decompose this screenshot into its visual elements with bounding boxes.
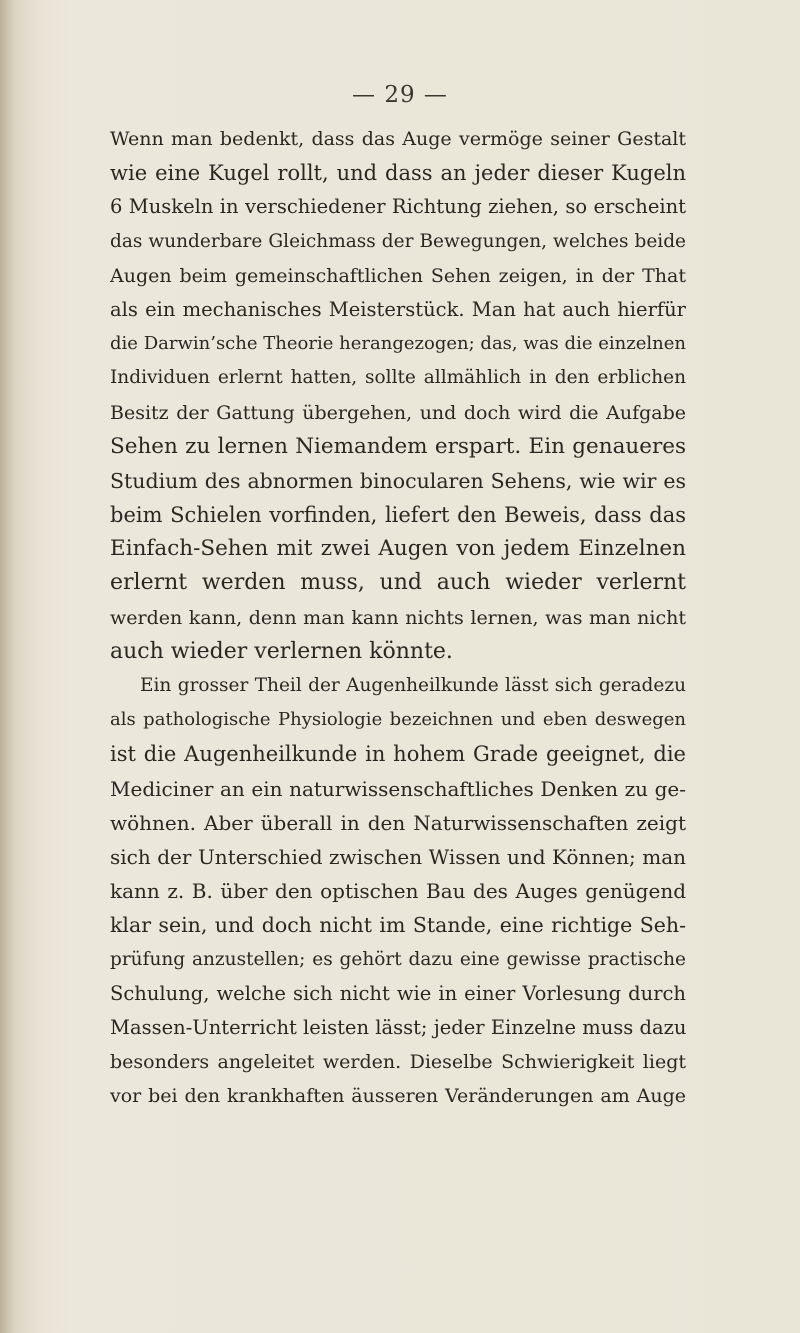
text-line: die Darwin’sche Theorie herangezogen; das, was die einzelnen xyxy=(110,333,686,355)
text-line: Sehen zu lernen Niemandem erspart. Ein genaueres xyxy=(110,433,686,459)
text-line: als ein mechanisches Meisterstück. Man hat auch hierfür xyxy=(110,297,686,321)
text-line: Massen-Unterricht leisten lässt; jeder Einzelne muss dazu xyxy=(110,1015,686,1039)
text-line: besonders angeleitet werden. Dieselbe Schwierigkeit liegt xyxy=(110,1051,686,1074)
text-line: Mediciner an ein naturwissenschaftliches Denken zu ge- xyxy=(110,776,686,801)
text-line: Besitz der Gattung übergehen, und doch wird die Aufgabe xyxy=(110,401,686,424)
text-line: auch wieder verlernen könnte. xyxy=(110,638,453,664)
text-line: Wenn man bedenkt, dass das Auge vermöge seiner Gestalt xyxy=(110,128,686,150)
text-line: Schulung, welche sich nicht wie in einer Vorlesung durch xyxy=(110,981,686,1005)
text-line: das wunderbare Gleichmass der Bewegungen, welches beide xyxy=(110,230,686,252)
text-line: wöhnen. Aber überall in den Naturwissenschaften zeigt xyxy=(110,810,686,835)
text-line: als pathologische Physiologie bezeichnen und eben deswegen xyxy=(110,709,686,731)
text-line: sich der Unterschied zwischen Wissen und Können; man xyxy=(110,844,686,869)
text-line: 6 Muskeln in verschiedener Richtung ziehen, so erscheint xyxy=(110,195,686,219)
body-text xyxy=(110,122,686,1113)
text-line: wie eine Kugel rollt, und dass an jeder dieser Kugeln xyxy=(110,161,686,186)
text-line: Ein grosser Theil der Augenheilkunde lässt sich geradezu xyxy=(140,675,686,696)
text-line: Augen beim gemeinschaftlichen Sehen zeigen, in der That xyxy=(110,264,686,287)
text-line: ist die Augenheilkunde in hohem Grade geeignet, die xyxy=(110,742,686,767)
text-line: werden kann, denn man kann nichts lernen, was man nicht xyxy=(110,606,686,629)
text-line: vor bei den krankhaften äusseren Veränderungen am Auge xyxy=(110,1085,686,1108)
text-line: Individuen erlernt hatten, sollte allmählich in den erblichen xyxy=(110,367,686,389)
text-line: beim Schielen vorfinden, liefert den Beweis, dass das xyxy=(110,503,686,528)
text-line: Studium des abnormen binocularen Sehens, wie wir es xyxy=(110,468,686,493)
text-line: kann z. B. über den optischen Bau des Auges genügend xyxy=(110,879,686,904)
page-number: — 29 — xyxy=(352,82,448,108)
text-line: prüfung anzustellen; es gehört dazu eine gewisse practische xyxy=(110,948,686,970)
text-line: klar sein, und doch nicht im Stande, eine richtige Seh- xyxy=(110,913,686,938)
text-line: Einfach-Sehen mit zwei Augen von jedem Einzelnen xyxy=(110,536,686,562)
page-spine-shadow xyxy=(0,0,14,1333)
text-line: erlernt werden muss, und auch wieder verlernt xyxy=(110,570,686,596)
